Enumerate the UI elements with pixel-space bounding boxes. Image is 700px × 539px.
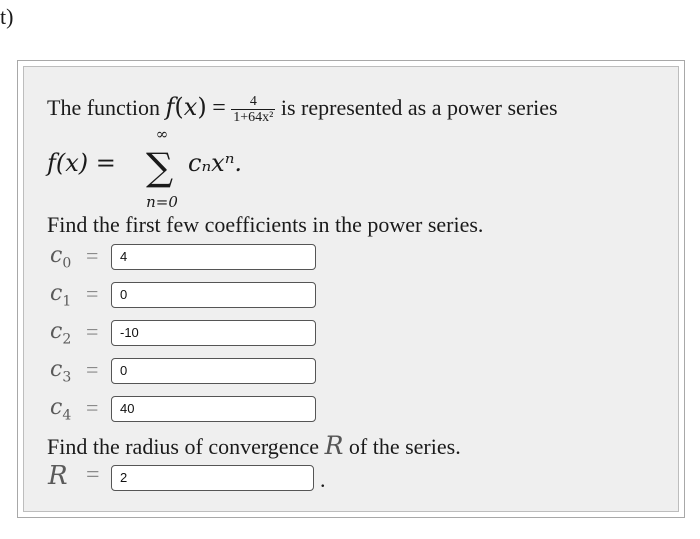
coef-input-c1[interactable]: 0: [111, 282, 316, 308]
coef-label-c1: $c_1$: [50, 281, 72, 310]
problem-frame: [17, 60, 685, 518]
coefficients-prompt: Find the first few coefficients in the power series.: [47, 212, 484, 237]
coef-equals-c3: =: [86, 357, 99, 382]
radius-symbol: R: [324, 431, 344, 460]
series-lhs: f(x) =: [47, 149, 116, 177]
radius-trailing-period: .: [320, 467, 326, 492]
coef-equals-c1: =: [86, 281, 99, 306]
sigma-icon: ∑: [146, 145, 174, 189]
radius-equals: =: [86, 462, 100, 488]
coef-input-c3[interactable]: 0: [111, 358, 316, 384]
coef-equals-c4: =: [86, 395, 99, 420]
sum-upper-limit: ∞: [155, 125, 169, 143]
fraction-denominator: 1+64x²: [233, 110, 274, 126]
radius-input[interactable]: 2: [111, 465, 314, 491]
coef-equals-c2: =: [86, 319, 99, 344]
coef-label-c2: $c_2$: [50, 319, 72, 348]
intro-line: [47, 93, 558, 125]
equals-sign: =: [212, 95, 226, 121]
function-fraction: [231, 94, 275, 125]
coef-label-c4: $c_4$: [50, 395, 72, 424]
series-term: cₙxⁿ.: [188, 149, 243, 177]
coef-input-c0[interactable]: 4: [111, 244, 316, 270]
intro-suffix: is represented as a power series: [280, 95, 558, 120]
problem-panel: [23, 66, 679, 512]
coef-input-c2[interactable]: -10: [111, 320, 316, 346]
radius-prompt: Find the radius of convergence R of the series.: [47, 431, 461, 460]
corner-label: t): [0, 4, 14, 29]
intro-text: The function: [47, 95, 161, 120]
sum-lower-limit: n=0: [146, 193, 178, 211]
coef-input-c4[interactable]: 40: [111, 396, 316, 422]
fraction-numerator: 4: [249, 94, 257, 110]
radius-label: R: [48, 461, 68, 491]
coef-label-c0: $c_0$: [50, 243, 72, 272]
coef-equals-c0: =: [86, 243, 99, 268]
coef-label-c3: $c_3$: [50, 357, 72, 386]
function-f: f(x): [165, 93, 207, 121]
